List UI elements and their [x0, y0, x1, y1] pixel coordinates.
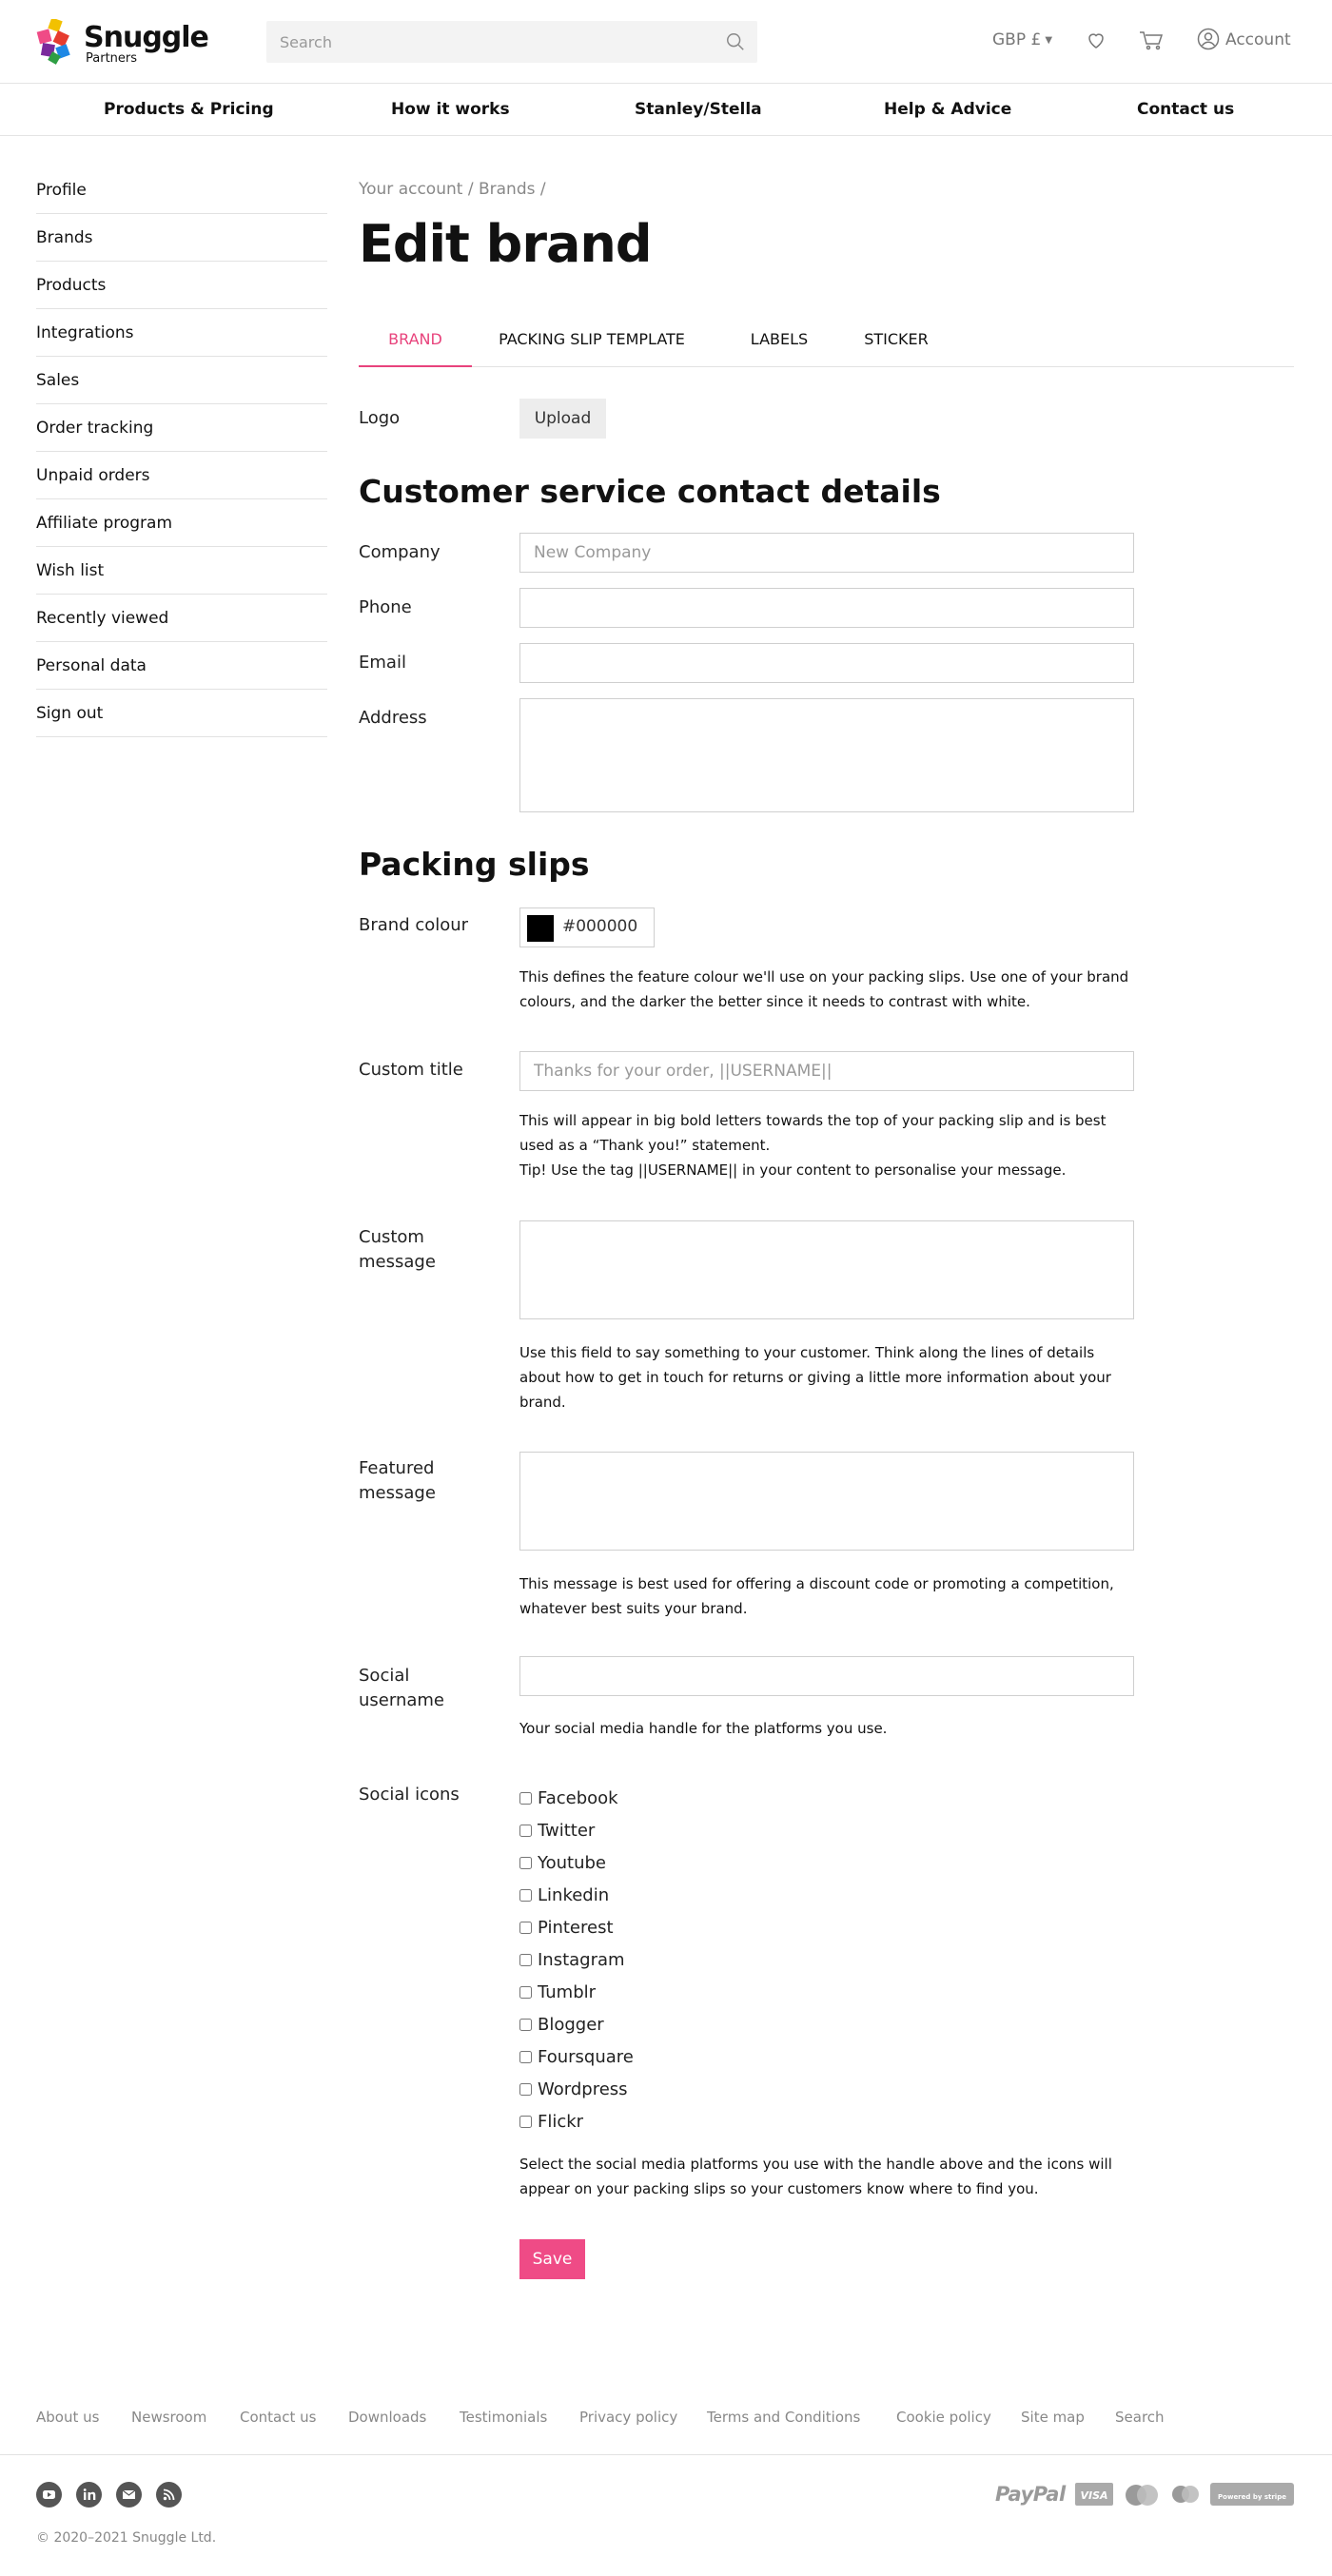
- customer-service-heading: Customer service contact details: [359, 473, 941, 510]
- featured-message-field[interactable]: [519, 1452, 1134, 1551]
- flickr-checkbox[interactable]: [519, 2116, 532, 2128]
- tumblr-checkbox[interactable]: [519, 1986, 532, 1999]
- social-option-linkedin[interactable]: [519, 1879, 634, 1911]
- linkedin-icon[interactable]: [76, 2482, 102, 2508]
- nav-products-pricing[interactable]: Products & Pricing: [104, 100, 274, 119]
- sidebar-item-integrations[interactable]: Integrations: [36, 309, 327, 357]
- page-title: Edit brand: [359, 214, 652, 274]
- save-button[interactable]: Save: [519, 2239, 585, 2279]
- foursquare-checkbox[interactable]: [519, 2051, 532, 2063]
- colour-swatch: [527, 915, 554, 942]
- social-username-field[interactable]: [519, 1656, 1134, 1696]
- footer-link-cookie-policy[interactable]: Cookie policy: [896, 2409, 991, 2426]
- footer-link-site-map[interactable]: Site map: [1021, 2409, 1085, 2426]
- custom-title-label: Custom title: [359, 1060, 463, 1080]
- breadcrumb-separator: /: [539, 180, 546, 199]
- nav-contact-us[interactable]: Contact us: [1137, 100, 1235, 119]
- cart-icon[interactable]: [1138, 29, 1165, 51]
- custom-message-field[interactable]: [519, 1220, 1134, 1319]
- sidebar-item-sales[interactable]: Sales: [36, 357, 327, 404]
- phone-label: Phone: [359, 597, 412, 617]
- social-option-flickr[interactable]: [519, 2105, 634, 2137]
- social-option-youtube[interactable]: [519, 1846, 634, 1879]
- stripe-badge: [1210, 2483, 1294, 2506]
- footer-link-downloads[interactable]: Downloads: [348, 2409, 427, 2426]
- currency-label: GBP £: [992, 30, 1042, 49]
- paypal-logo: [995, 2483, 1069, 2508]
- tab-sticker[interactable]: STICKER: [864, 330, 929, 348]
- custom-title-tip: Tip! Use the tag ||USERNAME|| in your content to personalise your message.: [519, 1161, 1067, 1179]
- search-icon[interactable]: [725, 31, 746, 52]
- social-option-label: Flickr: [538, 2111, 584, 2132]
- sidebar-item-unpaid-orders[interactable]: Unpaid orders: [36, 452, 327, 499]
- social-option-pinterest[interactable]: [519, 1911, 634, 1943]
- footer-link-testimonials[interactable]: Testimonials: [460, 2409, 548, 2426]
- search-bar: [266, 21, 757, 63]
- brand-colour-help: This defines the feature colour we'll use on your packing slips. Use one of your brand colours, and the darker the better since it needs to contrast with white.: [519, 968, 1129, 1010]
- packing-slips-heading: Packing slips: [359, 846, 590, 883]
- social-username-label: Social username: [359, 1666, 444, 1710]
- logo-name: Snuggle: [84, 21, 208, 54]
- social-option-label: Wordpress: [538, 2078, 628, 2099]
- featured-message-help: This message is best used for offering a discount code or promoting a competition, whatever best suits your brand.: [519, 1575, 1114, 1617]
- wordpress-checkbox[interactable]: [519, 2083, 532, 2096]
- social-option-foursquare[interactable]: [519, 2040, 634, 2073]
- breadcrumb: [359, 180, 546, 199]
- sidebar-item-personal-data[interactable]: Personal data: [36, 642, 327, 690]
- caret-down-icon: ▼: [1045, 35, 1053, 46]
- logo[interactable]: [36, 19, 208, 66]
- custom-title-field[interactable]: [519, 1051, 1134, 1091]
- social-option-label: Blogger: [538, 2014, 604, 2035]
- visa-logo: [1075, 2483, 1113, 2506]
- paypal-text: PayPal: [995, 2483, 1066, 2506]
- account-sidebar: [36, 166, 327, 737]
- tab-labels[interactable]: LABELS: [750, 330, 809, 348]
- email-label: Email: [359, 653, 406, 673]
- nav-how-it-works[interactable]: How it works: [391, 100, 510, 119]
- brand-colour-picker[interactable]: [519, 907, 655, 947]
- youtube-icon[interactable]: [36, 2482, 62, 2508]
- upload-button[interactable]: Upload: [519, 399, 606, 439]
- currency-selector[interactable]: [992, 30, 1052, 49]
- footer-link-about-us[interactable]: About us: [36, 2409, 100, 2426]
- tab-brand[interactable]: BRAND: [359, 311, 472, 367]
- social-option-instagram[interactable]: [519, 1943, 634, 1976]
- social-option-label: Linkedin: [538, 1884, 610, 1905]
- custom-message-label: Custom message: [359, 1227, 436, 1272]
- rss-icon[interactable]: [156, 2482, 182, 2508]
- tab-packing-slip-template[interactable]: PACKING SLIP TEMPLATE: [499, 330, 685, 348]
- copyright: © 2020–2021 Snuggle Ltd.: [36, 2530, 217, 2546]
- sidebar-item-profile[interactable]: Profile: [36, 166, 327, 214]
- logo-label: Logo: [359, 408, 401, 428]
- social-option-label: Instagram: [538, 1949, 625, 1970]
- nav-stanley-stella[interactable]: Stanley/Stella: [635, 100, 762, 119]
- social-option-label: Youtube: [538, 1852, 606, 1873]
- company-field[interactable]: [519, 533, 1134, 573]
- custom-message-help: Use this field to say something to your customer. Think along the lines of details about how to get in touch for returns or giving a little more information about your brand.: [519, 1344, 1111, 1411]
- social-option-wordpress[interactable]: [519, 2073, 634, 2105]
- social-icons-list: [519, 1782, 634, 2137]
- social-username-help: Your social media handle for the platforms you use.: [519, 1720, 888, 1737]
- phone-field[interactable]: [519, 588, 1134, 628]
- breadcrumb-separator: /: [467, 180, 474, 199]
- footer-link-newsroom[interactable]: Newsroom: [131, 2409, 207, 2426]
- linkedin-checkbox[interactable]: [519, 1889, 532, 1902]
- social-icons-help: Select the social media platforms you use with the handle above and the icons will appear on your packing slips so your customers know where to find you.: [519, 2156, 1112, 2197]
- stripe-text: Powered by stripe: [1218, 2493, 1286, 2501]
- footer-link-contact-us[interactable]: Contact us: [240, 2409, 317, 2426]
- snuggle-logo-icon: [36, 19, 78, 65]
- social-option-tumblr[interactable]: [519, 1976, 634, 2008]
- site-header: [0, 0, 1332, 84]
- social-option-facebook[interactable]: [519, 1782, 634, 1814]
- custom-title-help-text: This will appear in big bold letters towards the top of your packing slip and is best used as a “Thank you!” statement.: [519, 1112, 1107, 1154]
- social-option-label: Tumblr: [538, 1981, 597, 2002]
- visa-text: VISA: [1080, 2489, 1108, 2502]
- social-icons-label: Social icons: [359, 1785, 460, 1805]
- address-label: Address: [359, 708, 427, 728]
- social-option-label: Foursquare: [538, 2046, 634, 2067]
- heart-icon[interactable]: [1085, 29, 1107, 51]
- social-option-twitter[interactable]: [519, 1814, 634, 1846]
- sidebar-item-wish-list[interactable]: Wish list: [36, 547, 327, 595]
- footer-link-search[interactable]: Search: [1115, 2409, 1165, 2426]
- sidebar-item-affiliate-program[interactable]: Affiliate program: [36, 499, 327, 547]
- mastercard-logo: [1123, 2483, 1161, 2508]
- breadcrumb-brands[interactable]: Brands: [478, 180, 536, 199]
- brand-colour-label: Brand colour: [359, 915, 469, 935]
- twitter-checkbox[interactable]: [519, 1825, 532, 1837]
- user-icon: [1197, 28, 1220, 50]
- sidebar-item-products[interactable]: Products: [36, 262, 327, 309]
- breadcrumb-your-account[interactable]: Your account: [359, 180, 463, 199]
- tab-bar: [359, 311, 1294, 367]
- footer-link-privacy-policy[interactable]: Privacy policy: [579, 2409, 678, 2426]
- youtube-checkbox[interactable]: [519, 1857, 532, 1869]
- company-label: Company: [359, 542, 441, 562]
- custom-title-help: [519, 1108, 1134, 1182]
- social-option-label: Twitter: [538, 1820, 596, 1841]
- blogger-checkbox[interactable]: [519, 2019, 532, 2031]
- featured-message-label: Featured message: [359, 1458, 436, 1503]
- maestro-logo: [1168, 2483, 1203, 2508]
- logo-subtitle: Partners: [86, 51, 138, 66]
- email-field[interactable]: [519, 643, 1134, 683]
- address-field[interactable]: [519, 698, 1134, 812]
- brand-colour-value: #000000: [562, 917, 638, 936]
- account-label: Account: [1225, 30, 1291, 49]
- footer-link-terms[interactable]: Terms and Conditions: [707, 2409, 861, 2426]
- search-input[interactable]: [266, 21, 714, 63]
- main-nav: [0, 84, 1332, 136]
- nav-help-advice[interactable]: Help & Advice: [884, 100, 1012, 119]
- social-option-label: Pinterest: [538, 1917, 614, 1938]
- mail-icon[interactable]: [116, 2482, 142, 2508]
- instagram-checkbox[interactable]: [519, 1954, 532, 1966]
- footer-links: [36, 2409, 1296, 2437]
- social-option-label: Facebook: [538, 1787, 618, 1808]
- sidebar-item-order-tracking[interactable]: Order tracking: [36, 404, 327, 452]
- pinterest-checkbox[interactable]: [519, 1922, 532, 1934]
- social-option-blogger[interactable]: [519, 2008, 634, 2040]
- sidebar-item-recently-viewed[interactable]: Recently viewed: [36, 595, 327, 642]
- sidebar-item-sign-out[interactable]: Sign out: [36, 690, 327, 737]
- sidebar-item-brands[interactable]: Brands: [36, 214, 327, 262]
- facebook-checkbox[interactable]: [519, 1792, 532, 1805]
- footer-divider: [0, 2454, 1332, 2455]
